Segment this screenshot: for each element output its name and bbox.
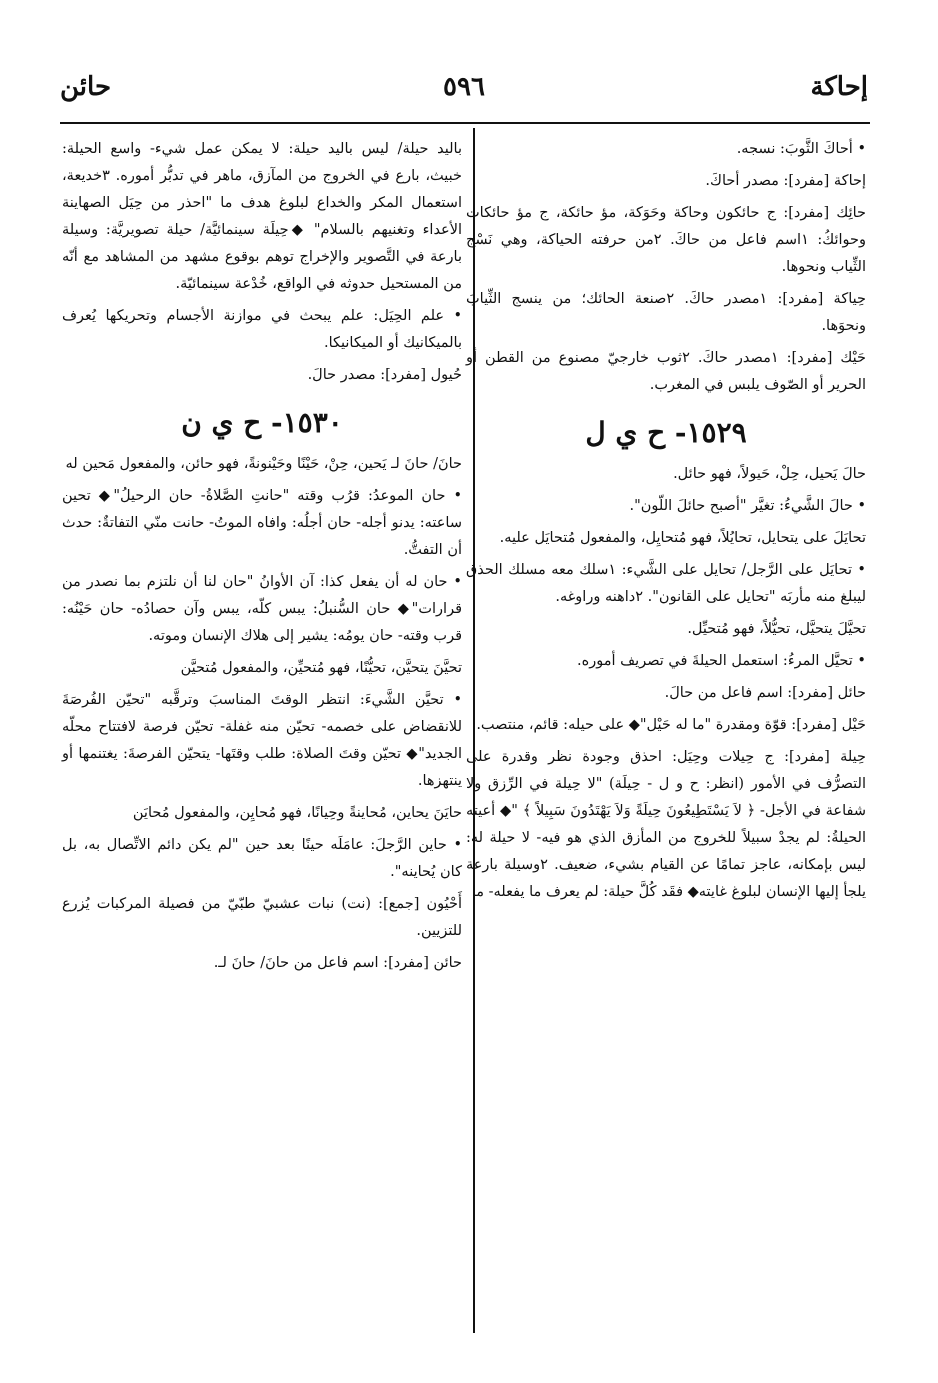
entry: حائن [مفرد]: اسم فاعل من حانَ/ حانَ لـ. <box>213 955 462 971</box>
entry: • حان له أن يفعل كذا: آن الأوانُ "حان لنا أن نلتزم بما نصدر من قرارات"◆ حان السُّنبلُ: يبس كلّه، يبس وآن حصادُه- حان حَيْنُه: قرب وقته- حان يومُه: يشير إلى هلاك الإنسان وموته. <box>62 574 462 644</box>
entry: تحيَّلَ يتحيَّل، تحيُّلاً، فهو مُتحيِّل. <box>687 621 866 637</box>
entry: حِياكة [مفرد]: ١مصدر حاكَ. ٢صنعة الحائك؛ من ينسج الثِّيابَ ونحوَها. <box>466 291 866 334</box>
entry: • علم الحِيَل: علم يبحث في موازنة الأجسام وتحريكها يُعرف بالميكانيك أو الميكانيكا. <box>62 308 462 351</box>
entry: • حالَ الشَّيءُ: تغيَّر "أصبح حائلَ اللّون". <box>629 498 866 514</box>
entry: حائِك [مفرد]: ج حائكون وحاكة وحَوَكة، مؤ حائكة، ج مؤ حائكات وحوائكُ: ١اسم فاعل من حاكَ. ٢من حرفته الحياكة، وهي نَسْج الثِّياب ونحوها. <box>466 205 866 275</box>
page-number: ٥٩٦ <box>443 72 485 102</box>
entry: حَيْك [مفرد]: ١مصدر حاكَ. ٢ثوب خارجيّ مصنوع من القطن أو الحرير أو الصّوف يلبس في المغرب. <box>466 350 866 393</box>
entry: إحاكة [مفرد]: مصدر أحاكَ. <box>705 173 866 189</box>
entry: حايَنَ يحاين، مُحاينةً وحِيانًا، فهو مُحايِن، والمفعول مُحايَن <box>132 805 462 821</box>
entry: • أحاكَ الثَّوبَ: نسجه. <box>736 141 866 157</box>
entry: • تحيَّن الشَّيءَ: انتظر الوقتَ المناسبَ وترقَّبه "تحيّن الفُرصَةَ للانقضاض على خصمه- تحيّن منه غفلة- تحيّن فرصة لافتتاح محلّه الجديد"◆ تحيّن وقتَ الصلاة: طلب وقتَها- يتحيّن الفرصةَ: يغتنمها أو ينتهزها. <box>62 692 462 789</box>
entry: حِيلة [مفرد]: ج حِيلات وحِيَل: احذق وجودة نظر وقدرة على التصرُّف في الأمور (انظر: ح و ل - حِيلَة) "لا حِيلة في الرِّزق ولا شفاعة في الأجل- ﴿ لاَ يَسْتَطِيعُونَ حِيلَةً وَلاَ يَهْتَدُونَ سَبِيلاً ﴾ "◆ أعيته الحيلةُ: لم يجدْ سبيلاً للخروج من المأزق الذي هو فيه- لا حيلة له: ليس بإمكانه، عاجز تمامًا عن القيام بشيء، ضعيف. ٢وسيلة بارعة يلجأ إليها الإنسان لبلوغ غايته◆ فقَد كُلَّ حيلة: لم يعرف ما يفعله- ما <box>466 749 866 900</box>
entry: • حان الموعدُ: قرُب وقته "حانتِ الصَّلاةُ- حان الرحيلُ"◆ تحين ساعته: يدنو أجله- حان أجلُه: وافاه الموتُ- حانت منّي التفاتةٌ: حدث أن التفتُّ. <box>62 488 462 558</box>
entry: • حاين الرَّجلَ: عامَلَه حينًا بعد حين "لم يكن دائم الاتِّصال به، بل كان يُحاينه". <box>62 837 462 880</box>
entry: باليد حيلة/ ليس باليد حيلة: لا يمكن عمل شيء- واسع الحيلة: خبيث، بارع في الخروج من المآزق، ماهر في تدبُّر أموره. ٣خديعة، استعمال المكر والخداع لبلوغ هدف ما "احذر من حِيَل الصهاينة الأعداء وتغنيهم بالسلام" ◆حِيلَة سينمائيَّة/ حيلة تصويريَّة: وسيلة بارعة في التَّصوير والإخراج توهم بوقوع مشهد من المشاهد مع أنّه من المستحيل حدوثه في الواقع، خُدْعة سينمائيّة. <box>62 141 462 292</box>
header-rule <box>60 122 870 124</box>
entry: حَيْل [مفرد]: قوّة ومقدرة "ما له حَيْل"◆ على حيله: قائم، منتصب. <box>476 717 866 733</box>
entry: حائل [مفرد]: اسم فاعل من حالَ. <box>664 685 866 701</box>
entry: أَحْيُون [جمع]: (نت) نبات عشبيّ طبّيّ من فصيلة المركبات يُزرع للتزيين. <box>62 896 462 939</box>
root-section-heading: ١٥٢٩- ح ي ل <box>585 416 747 449</box>
entry: حالَ يَحيل، حِلْ، حَيولاً، فهو حائل. <box>673 466 866 482</box>
header-guide-word-right: إحاكة <box>810 72 868 102</box>
entry: تحيَّنَ يتحيَّن، تحيُّنًا، فهو مُتحيِّن، والمفعول مُتحيَّن <box>180 660 462 676</box>
root-section-heading: ١٥٣٠- ح ي ن <box>181 406 343 439</box>
entry: حُيول [مفرد]: مصدر حالَ. <box>307 367 462 383</box>
page-header <box>60 72 868 112</box>
entry: • تحيَّل المرءُ: استعمل الحيلةَ في تصريف أموره. <box>577 653 866 669</box>
header-guide-word-left: حائن <box>60 72 112 102</box>
entry: تحايَلَ على يتحايل، تحايُلاً، فهو مُتحايِل، والمفعول مُتحايَل عليه. <box>499 530 866 546</box>
entry: حانَ/ حانَ لـ يَحين، حِنْ، حَيْنًا وحَيْنونةً، فهو حائن، والمفعول مَحين له <box>65 456 462 472</box>
left-column <box>62 136 462 982</box>
right-column <box>466 136 866 911</box>
entry: • تحايَل على الرَّجل/ تحايل على الشَّيء: ١سلك معه مسلك الحذق ليبلغ منه مأربَه "تحايل على القانون". ٢داهنه وراوغه. <box>466 562 866 605</box>
